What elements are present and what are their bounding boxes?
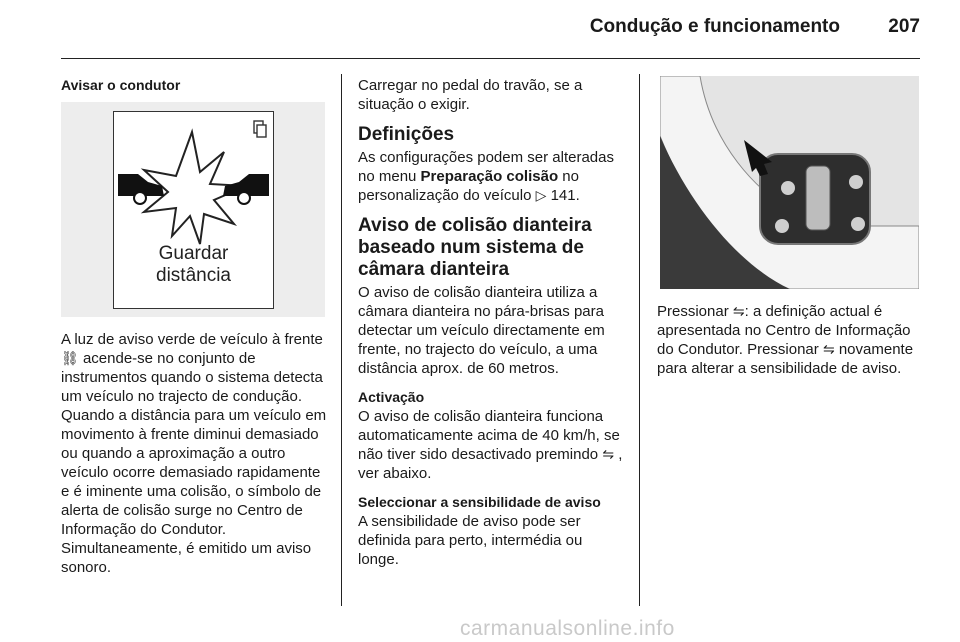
vehicle-ahead-icon: ⛓: [61, 350, 79, 366]
definitions-heading: Definições: [358, 124, 455, 145]
sensitivity-button-icon: ⇋: [732, 303, 745, 319]
right-paragraph: Pressionar ⇋: a definição actual é apresentada no Centro de Informação do Condutor. Pressionar ⇋ novamente para alterar a sensibilidade de aviso.: [657, 303, 914, 377]
header-rule: [61, 58, 920, 59]
activation-heading: Activação: [358, 389, 425, 405]
section-title: Condução e funcionamento: [589, 16, 840, 37]
intro-paragraph: Carregar no pedal do travão, se a situação o exigir.: [358, 77, 583, 113]
sensitivity-button-icon: ⇋: [822, 341, 835, 357]
fcw-heading: Aviso de colisão dianteira baseado num sistema de câmara dianteira: [358, 215, 592, 280]
menu-name: Preparação colisão: [420, 168, 559, 185]
figure-label-line1: Guardar: [158, 243, 229, 264]
page-number: 207: [888, 16, 920, 37]
activation-paragraph: O aviso de colisão dianteira funciona automaticamente acima de 40 km/h, se não tiver sido desactivado premindo ⇋ , ver abaixo.: [358, 408, 623, 482]
middle-column: [358, 76, 623, 579]
fcw-paragraph: O aviso de colisão dianteira utiliza a câmara dianteira no pára-brisas para detectar um veículo directamente em frente, no trajecto do veículo, a uma distância aprox. de 60 metros.: [358, 284, 605, 377]
warning-display-figure: [113, 111, 274, 309]
document-icon: [254, 121, 266, 137]
column-divider: [341, 74, 342, 606]
left-body: [61, 330, 327, 587]
sensitivity-heading: Seleccionar a sensibilidade de aviso: [358, 494, 601, 510]
watermark: carmanualsonline.info: [460, 617, 675, 640]
right-column: [657, 302, 922, 388]
left-column: [61, 76, 325, 99]
steering-wheel-figure: [660, 76, 919, 289]
column-divider: [639, 74, 640, 606]
left-paragraph: A luz de aviso verde de veículo à frente ⛓ acende-se no conjunto de instrumentos quando o sistema detecta um veículo no trajecto de condução. Quando a distância para um veículo em movimento à frente diminui demasiado ou quando a aproximação a outro veículo ocorre demasiado rapidamente e é iminente uma colisão, o símbolo de alerta de colisão surge no Centro de Informação do Condutor. Simultaneamente, é emitido um aviso sonoro.: [61, 331, 327, 576]
page-header: [0, 16, 960, 50]
sensitivity-button-icon: ⇋: [602, 446, 615, 462]
steering-wheel-illustration: [660, 76, 919, 289]
sensitivity-paragraph: A sensibilidade de aviso pode ser definida para perto, intermédia ou longe.: [358, 513, 583, 568]
definitions-paragraph: As configurações podem ser alteradas no menu Preparação colisão no personalização do veículo ▷ 141.: [358, 149, 614, 204]
figure-label-line2: distância: [156, 265, 231, 286]
section-heading: Avisar o condutor: [61, 77, 181, 93]
page-ref-icon: ▷: [535, 187, 547, 203]
